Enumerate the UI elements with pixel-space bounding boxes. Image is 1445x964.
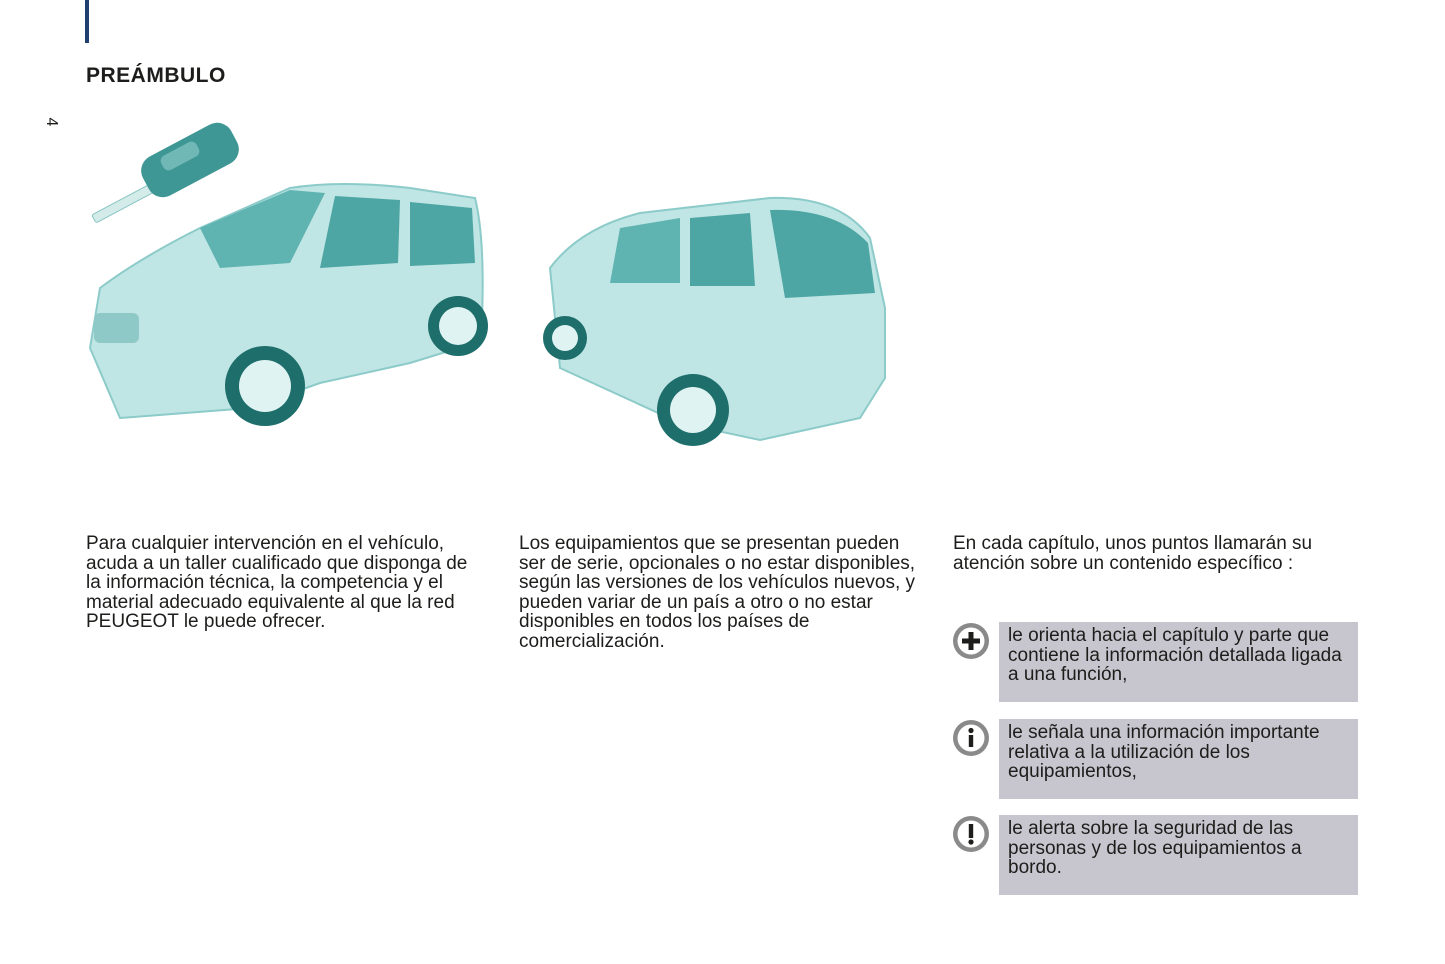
- page-edge-bar: [85, 0, 89, 43]
- notice-box-important-info: [999, 719, 1358, 799]
- notice-text: le orienta hacia el capítulo y parte que contiene la información detallada ligada a una función,: [1008, 625, 1342, 685]
- notice-text: le alerta sobre la seguridad de las personas y de los equipamientos a bordo.: [1008, 818, 1302, 878]
- notice-box-detailed-info: [999, 622, 1358, 702]
- page-title: PREÁMBULO: [86, 64, 226, 87]
- notice-box-safety-alert: [999, 815, 1358, 895]
- intro-paragraph-equipment: Los equipamientos que se presentan pueden ser de serie, opcionales o no estar disponibles, según las versiones de los vehículos nuevos, y pueden variar de un país a otro o no estar disponibles en todos los países de comercialización.: [519, 533, 916, 652]
- intro-paragraph-workshop: Para cualquier intervención en el vehículo, acuda a un taller cualificado que disponga de la información técnica, la competencia y el material adecuado equivalente al que la red PEUGEOT le puede ofrecer.: [86, 533, 468, 632]
- van-rear-view: [543, 198, 885, 446]
- notice-text: le señala una información importante relativa a la utilización de los equipamientos,: [1008, 722, 1320, 782]
- vehicle-illustration: [80, 118, 920, 468]
- van-front-view: [90, 184, 488, 426]
- plus-icon: [952, 622, 990, 660]
- info-icon: [952, 719, 990, 757]
- warning-icon: [952, 815, 990, 853]
- intro-paragraph-notices: En cada capítulo, unos puntos llamarán su atención sobre un contenido específico :: [953, 533, 1313, 574]
- page-number: 4: [43, 117, 60, 127]
- car-key-icon: [92, 118, 245, 223]
